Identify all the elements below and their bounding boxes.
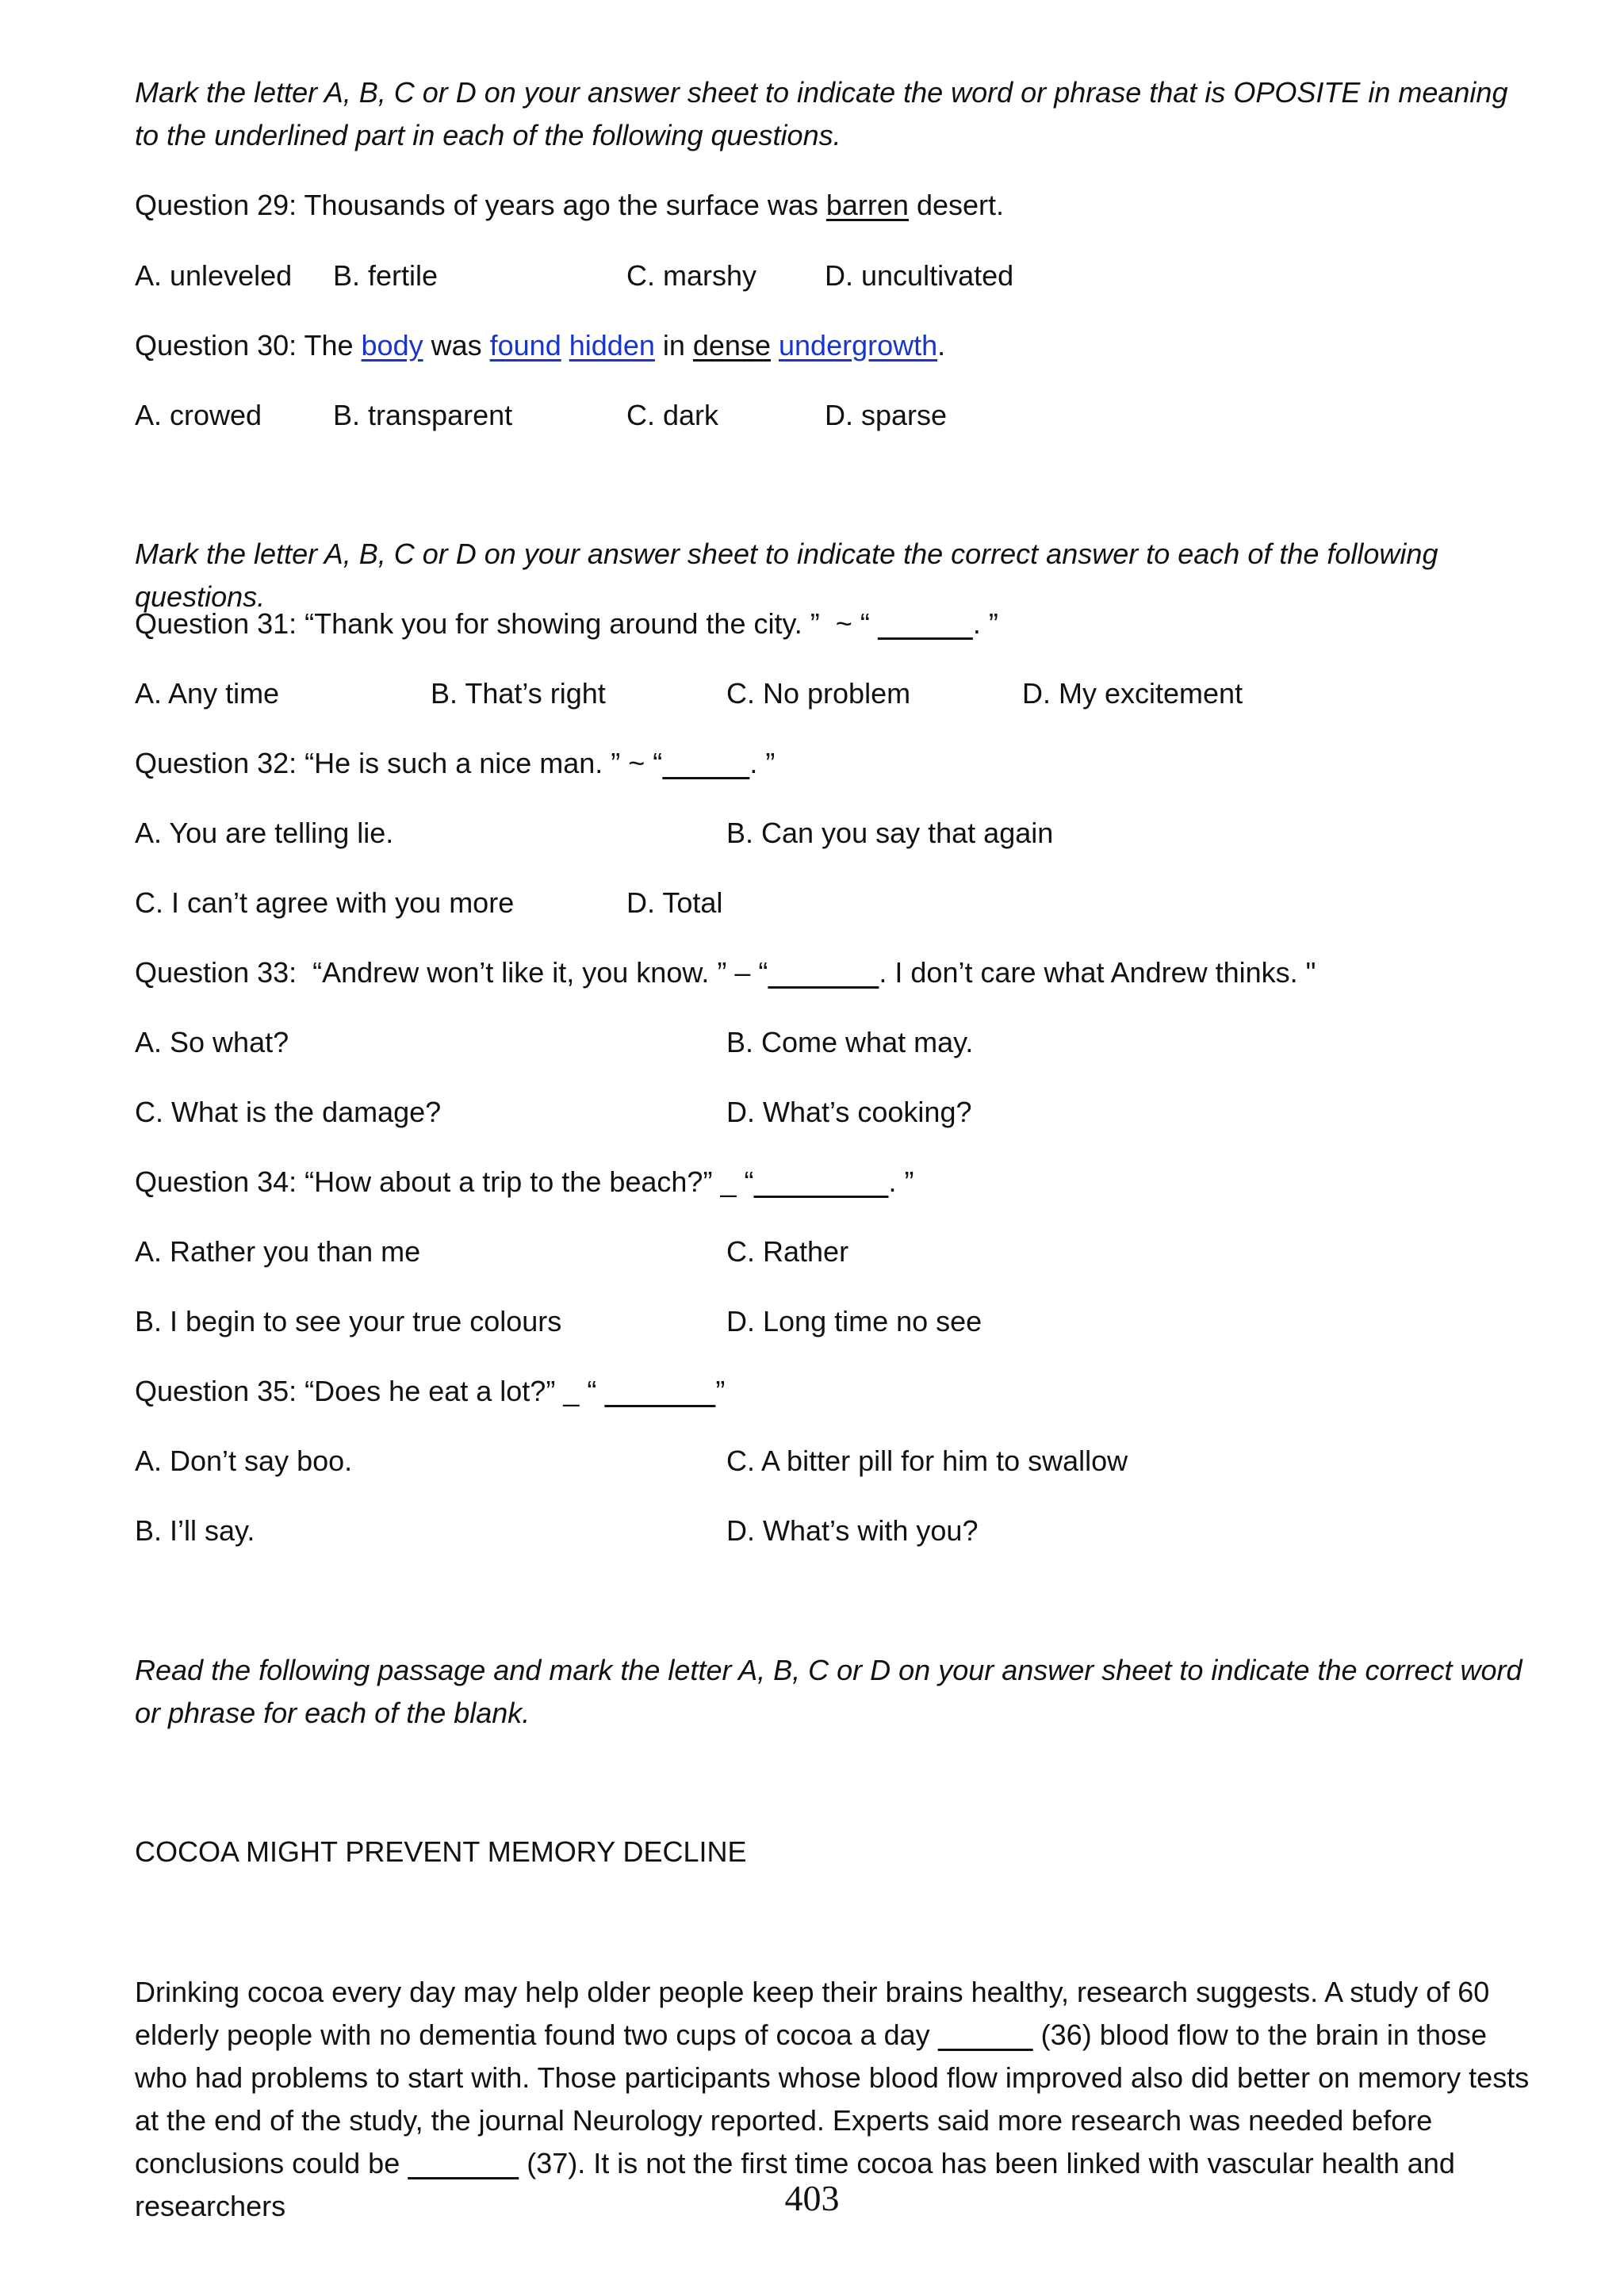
q31-option-c[interactable]: C. No problem bbox=[726, 677, 911, 710]
passage-text: Drinking cocoa every day may help older people keep their brains healthy, research suggests. A study of 60 elderly people with no dementia found two cups of cocoa a day bbox=[135, 1976, 1490, 2051]
question-34-blank bbox=[753, 1165, 888, 1198]
q32-option-a[interactable]: A. You are telling lie. bbox=[135, 817, 394, 849]
page-number: 403 bbox=[784, 2178, 840, 2218]
q33-option-a[interactable]: A. So what? bbox=[135, 1026, 289, 1058]
question-30-space bbox=[771, 329, 779, 362]
question-30-period: . bbox=[937, 329, 946, 362]
q32-option-c[interactable]: C. I can’t agree with you more bbox=[135, 886, 515, 919]
question-34-text: Question 34: “How about a trip to the beach?” _ “ bbox=[135, 1165, 754, 1198]
question-30 bbox=[135, 324, 945, 367]
q33-option-c[interactable]: C. What is the damage? bbox=[135, 1096, 442, 1128]
q30-option-b[interactable]: B. transparent bbox=[333, 399, 513, 431]
q29-option-d[interactable]: D. uncultivated bbox=[825, 259, 1014, 292]
q31-option-d[interactable]: D. My excitement bbox=[1022, 677, 1243, 710]
question-33-close: . I don’t care what Andrew thinks. " bbox=[879, 956, 1316, 989]
q33-option-d[interactable]: D. What’s cooking? bbox=[726, 1096, 972, 1128]
passage-text: (36) blood flow to the brain in those who had problems to start with. Those participants whose blood flow improved also did better on memory tests at the end of the study, the journal Neurology reported. Experts said more research was needed before conclusions could be bbox=[135, 2019, 1530, 2179]
question-29-text-pre: Thousands of years ago the surface was bbox=[297, 189, 826, 221]
question-35-close: ” bbox=[715, 1375, 726, 1407]
passage-text: (37). It is not the first time cocoa has been linked with vascular health and researchers bbox=[135, 2147, 1455, 2222]
question-35 bbox=[135, 1370, 725, 1413]
instruction-passage: Read the following passage and mark the letter A, B, C or D on your answer sheet to indicate the correct word or phrase for each of the blank. bbox=[135, 1654, 1522, 1729]
link-hidden[interactable]: hidden bbox=[569, 329, 655, 362]
question-29 bbox=[135, 184, 1004, 227]
question-30-label: Question 30: The bbox=[135, 329, 362, 362]
q35-option-b[interactable]: B. I’ll say. bbox=[135, 1514, 255, 1547]
link-undergrowth[interactable]: undergrowth bbox=[779, 329, 938, 362]
question-32-text: Question 32: “He is such a nice man. ” ~ “ bbox=[135, 747, 663, 779]
question-31-blank bbox=[878, 607, 973, 640]
passage-title: COCOA MIGHT PREVENT MEMORY DECLINE bbox=[135, 1835, 747, 1868]
question-30-space bbox=[561, 329, 569, 362]
q34-option-d[interactable]: D. Long time no see bbox=[726, 1305, 982, 1337]
q29-option-b[interactable]: B. fertile bbox=[333, 259, 439, 292]
q31-option-a[interactable]: A. Any time bbox=[135, 677, 280, 710]
q34-option-a[interactable]: A. Rather you than me bbox=[135, 1235, 421, 1268]
q35-option-c[interactable]: C. A bitter pill for him to swallow bbox=[726, 1445, 1128, 1477]
passage-blank-36 bbox=[938, 2019, 1033, 2051]
question-33-text: Question 33: “Andrew won’t like it, you know. ” – “ bbox=[135, 956, 768, 989]
question-32-close: . ” bbox=[749, 747, 776, 779]
question-34 bbox=[135, 1161, 914, 1203]
q29-option-a[interactable]: A. unleveled bbox=[135, 259, 293, 292]
question-31 bbox=[135, 603, 998, 645]
q30-option-d[interactable]: D. sparse bbox=[825, 399, 948, 431]
question-31-text: Question 31: “Thank you for showing around the city. ” ~ “ bbox=[135, 607, 878, 640]
q30-option-a[interactable]: A. crowed bbox=[135, 399, 262, 431]
question-30-text: was bbox=[423, 329, 490, 362]
link-body[interactable]: body bbox=[361, 329, 423, 362]
question-34-close: . ” bbox=[888, 1165, 914, 1198]
q33-option-b[interactable]: B. Come what may. bbox=[726, 1026, 974, 1058]
question-32-blank bbox=[662, 747, 749, 779]
q34-option-c[interactable]: C. Rather bbox=[726, 1235, 849, 1268]
q30-option-c[interactable]: C. dark bbox=[626, 399, 719, 431]
instruction-correct-answer: Mark the letter A, B, C or D on your answer sheet to indicate the correct answer to each of the following questions. bbox=[135, 538, 1438, 613]
link-found[interactable]: found bbox=[489, 329, 561, 362]
instruction-opposite: Mark the letter A, B, C or D on your answer sheet to indicate the word or phrase that is OPOSITE in meaning to the underlined part in each of the following questions. bbox=[135, 76, 1508, 151]
question-35-blank bbox=[604, 1375, 715, 1407]
passage-blank-37 bbox=[408, 2147, 519, 2179]
q34-option-b[interactable]: B. I begin to see your true colours bbox=[135, 1305, 562, 1337]
q32-option-d[interactable]: D. Total bbox=[626, 886, 723, 919]
question-32 bbox=[135, 742, 775, 785]
question-29-text-post: desert. bbox=[908, 189, 1004, 221]
question-30-text: in bbox=[654, 329, 693, 362]
question-30-underlined-word: dense bbox=[692, 329, 771, 362]
q29-option-c[interactable]: C. marshy bbox=[626, 259, 757, 292]
question-29-underlined-word: barren bbox=[825, 189, 909, 221]
q32-option-b[interactable]: B. Can you say that again bbox=[726, 817, 1054, 849]
question-33 bbox=[135, 951, 1316, 994]
question-35-text: Question 35: “Does he eat a lot?” _ “ bbox=[135, 1375, 605, 1407]
question-31-close: . ” bbox=[972, 607, 998, 640]
q31-option-b[interactable]: B. That’s right bbox=[431, 677, 606, 710]
q35-option-d[interactable]: D. What’s with you? bbox=[726, 1514, 979, 1547]
question-29-label: Question 29: bbox=[135, 189, 297, 221]
q35-option-a[interactable]: A. Don’t say boo. bbox=[135, 1445, 353, 1477]
question-33-blank bbox=[768, 956, 879, 989]
